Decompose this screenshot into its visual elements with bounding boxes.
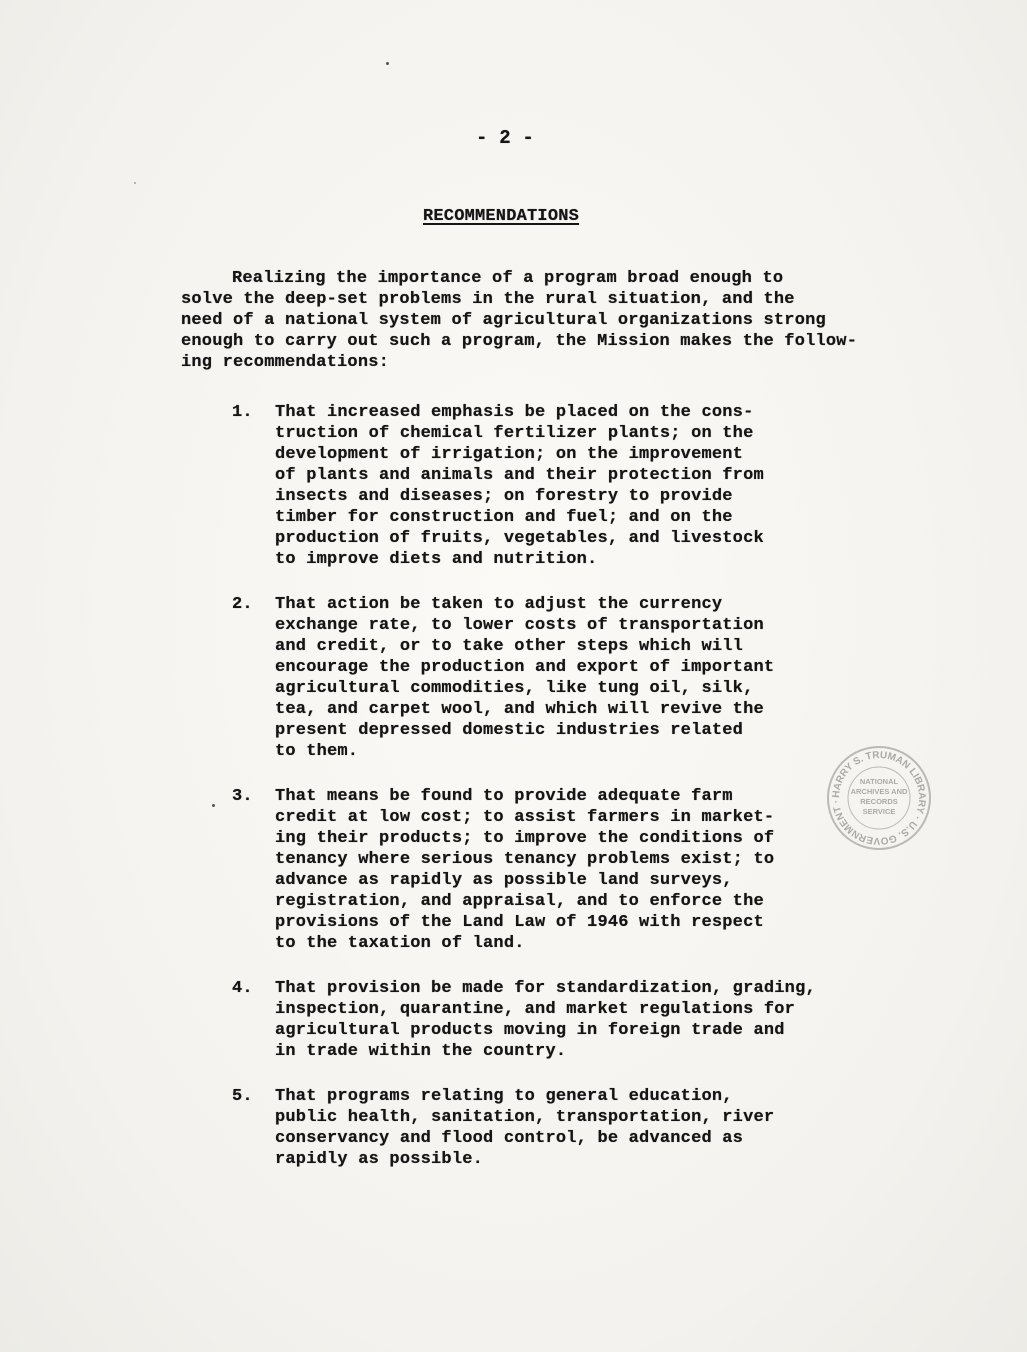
intro-line: enough to carry out such a program, the Mission makes the follow- [181,332,858,351]
recommendation-line: production of fruits, vegetables, and livestock [275,529,764,548]
recommendation-number: 1. [232,403,253,422]
recommendation-number: 5. [232,1087,253,1106]
recommendation-line: to them. [275,742,359,761]
archives-stamp [825,744,933,852]
recommendation-number: 3. [232,787,253,806]
recommendation-line: development of irrigation; on the improvement [275,445,744,464]
stamp-inner-line: NATIONAL [859,777,899,786]
recommendation-line: That action be taken to adjust the currency [275,595,723,614]
stamp-outer-text: HARRY S. TRUMAN LIBRARY · U.S. GOVERNMENT · [830,749,928,847]
recommendation-line: That programs relating to general education, [275,1087,733,1106]
recommendation-line: and credit, or to take other steps which will [275,637,744,656]
recommendation-line: registration, and appraisal, and to enforce the [275,892,764,911]
recommendation-line: agricultural products moving in foreign trade and [275,1021,785,1040]
recommendation-line: tea, and carpet wool, and which will revive the [275,700,764,719]
page-number: - 2 - [475,127,534,149]
recommendation-line: conservancy and flood control, be advanced as [275,1129,744,1148]
recommendation-text [275,1086,855,1170]
recommendation-line: provisions of the Land Law of 1946 with respect [275,913,764,932]
intro-paragraph [181,268,891,373]
recommendation-text [275,786,855,954]
recommendation-line: tenancy where serious tenancy problems exist; to [275,850,775,869]
recommendation-line: to improve diets and nutrition. [275,550,598,569]
recommendation-number: 4. [232,979,253,998]
recommendation-line: public health, sanitation, transportation, river [275,1108,775,1127]
recommendation-text [275,594,855,762]
recommendation-line: ing their products; to improve the conditions of [275,829,775,848]
paper-speck [212,804,215,807]
recommendation-line: truction of chemical fertilizer plants; on the [275,424,754,443]
recommendation-line: inspection, quarantine, and market regulations for [275,1000,796,1019]
stamp-inner-line: RECORDS [860,797,898,806]
recommendation-line: That provision be made for standardization, grading, [275,979,816,998]
stamp-inner-line: SERVICE [862,807,896,816]
paper-speck [386,62,389,65]
intro-line: ing recommendations: [181,353,390,372]
recommendation-line: advance as rapidly as possible land surveys, [275,871,733,890]
intro-line: need of a national system of agricultural organizations strong [181,311,826,330]
paper-speck [134,182,136,184]
recommendation-text [275,978,855,1062]
stamp-inner-line: ARCHIVES AND [850,787,908,796]
section-heading: RECOMMENDATIONS [423,207,580,226]
recommendation-line: rapidly as possible. [275,1150,484,1169]
recommendation-line: agricultural commodities, like tung oil, silk, [275,679,754,698]
recommendation-line: to the taxation of land. [275,934,525,953]
recommendation-line: of plants and animals and their protection from [275,466,764,485]
recommendation-line: That means be found to provide adequate farm [275,787,733,806]
recommendation-line: present depressed domestic industries related [275,721,744,740]
recommendation-line: exchange rate, to lower costs of transportation [275,616,764,635]
intro-line: solve the deep-set problems in the rural situation, and the [181,290,795,309]
recommendation-line: insects and diseases; on forestry to provide [275,487,733,506]
recommendation-line: timber for construction and fuel; and on the [275,508,733,527]
recommendation-line: encourage the production and export of important [275,658,775,677]
recommendation-text [275,402,855,570]
recommendation-line: credit at low cost; to assist farmers in market- [275,808,775,827]
intro-line: Realizing the importance of a program broad enough to [232,269,784,288]
recommendation-line: That increased emphasis be placed on the cons- [275,403,754,422]
recommendation-line: in trade within the country. [275,1042,567,1061]
recommendation-number: 2. [232,595,253,614]
